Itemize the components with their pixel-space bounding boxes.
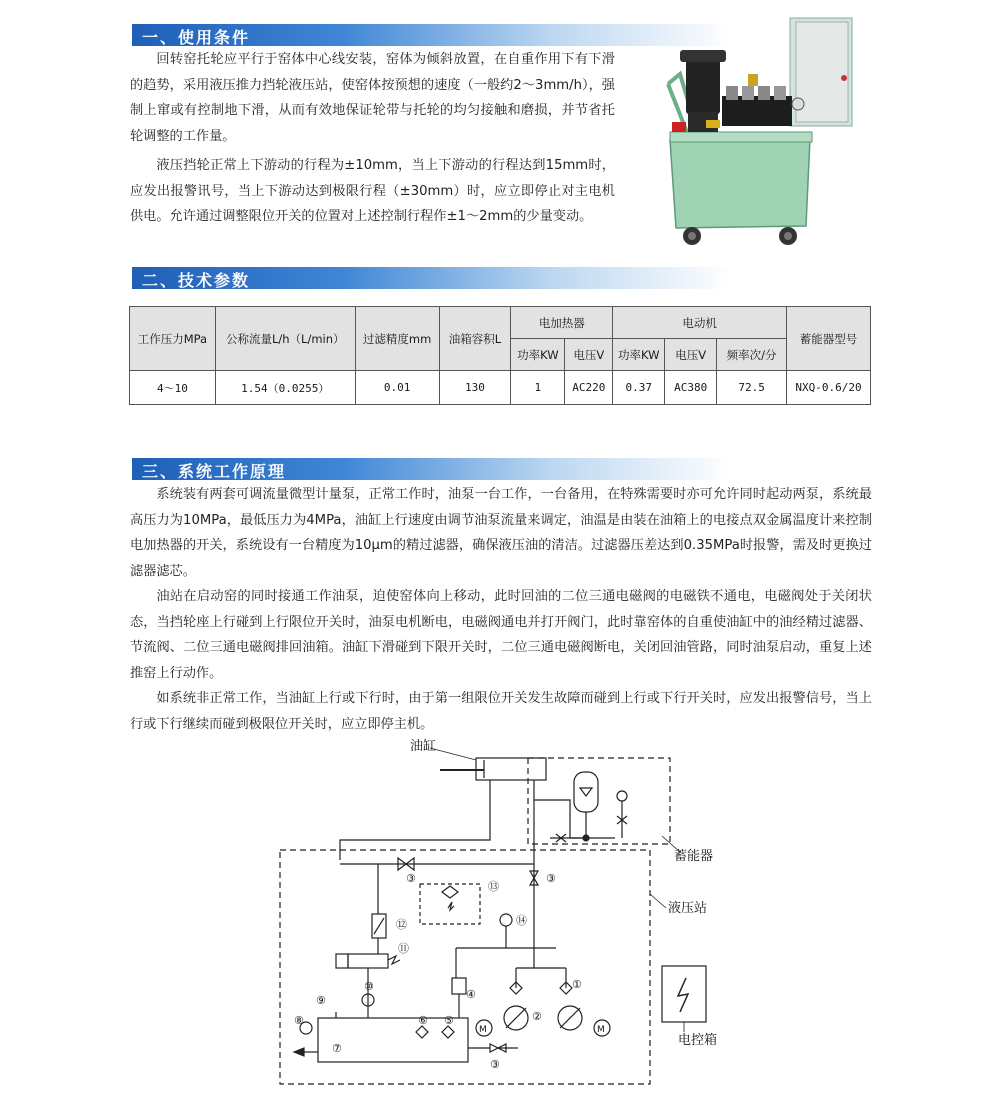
cell-motor-voltage: AC380 (665, 371, 717, 405)
paragraph: 如系统非正常工作，当油缸上行或下行时，由于第一组限位开关发生故障而碰到上行或下行开关时，应发出报警信号，当上行或下行继续而碰到极限位开关时，应立即停主机。 (130, 691, 872, 732)
part-number: ② (532, 1010, 542, 1023)
cell-accumulator: NXQ-0.6/20 (787, 371, 871, 405)
usage-text (130, 47, 615, 230)
paragraph: 系统装有两套可调流量微型计量泵，正常工作时，油泵一台工作，一台备用，在特殊需要时亦可允许同时起动两泵，系统最高压力为10MPa，最低压力为4MPa，油缸上行速度由调节油泵流量来调定，油温是由装在油箱上的电接点双金属温度计来控制电加热器的开关，系统设有一台精度为10μm的精过滤器，确保液压油的清洁。过滤器压差达到0.35MPa时报警，需及时更换过滤器滤芯。 (130, 487, 872, 579)
paragraph: 回转窑托轮应平行于窑体中心线安装，窑体为倾斜放置，在自重作用下有下滑的趋势，采用液压推力挡轮液压站，使窑体按预想的速度（一般约2～3mm/h），强制上窜或有控制地下滑，从而有效地保证轮带与托轮的均匀接触和磨损，并节省托轮调整的工作量。 (130, 52, 615, 144)
cell-tank: 130 (439, 371, 511, 405)
spec-table (129, 306, 871, 405)
part-number: ③ (490, 1058, 500, 1071)
svg-text:M: M (479, 1025, 487, 1035)
header-tank: 油箱容积L (439, 307, 511, 371)
hydraulic-schematic (270, 728, 740, 1098)
part-number: ⑪ (398, 942, 409, 955)
header-flow: 公称流量L/h（L/min） (215, 307, 355, 371)
hydraulic-station-photo (660, 14, 860, 252)
part-number: ⑤ (444, 1014, 454, 1027)
part-number: ④ (466, 988, 476, 1001)
cell-pressure: 4～10 (130, 371, 216, 405)
cell-motor-power: 0.37 (613, 371, 665, 405)
part-number: ⑨ (316, 994, 326, 1007)
part-number: ③ (546, 872, 556, 885)
part-number: ⑩ (364, 980, 374, 993)
header-heater: 电加热器 (511, 307, 613, 339)
principle-text (130, 482, 872, 737)
table-row (130, 371, 871, 405)
label-cylinder: 油缸 (410, 739, 437, 754)
accumulator-symbol (574, 772, 598, 812)
part-number: ① (572, 978, 582, 991)
header-motor-voltage: 电压V (665, 339, 717, 371)
part-number: ⑭ (516, 914, 527, 927)
cell-heater-voltage: AC220 (565, 371, 613, 405)
part-number: ⑫ (396, 918, 407, 931)
section-title: 一、使用条件 (142, 28, 251, 47)
part-numbers (294, 872, 582, 1071)
header-pressure: 工作压力MPa (130, 307, 216, 371)
header-accumulator: 蓄能器型号 (787, 307, 871, 371)
label-control-box: 电控箱 (678, 1033, 718, 1048)
cylinder-symbol (476, 758, 546, 780)
part-number: ⑦ (332, 1042, 342, 1055)
header-motor-freq: 频率次/分 (717, 339, 787, 371)
section-header-principle (132, 458, 732, 480)
part-number: ⑥ (418, 1014, 428, 1027)
cell-motor-freq: 72.5 (717, 371, 787, 405)
header-filter: 过滤精度mm (355, 307, 439, 371)
header-heater-voltage: 电压V (565, 339, 613, 371)
part-number: ⑧ (294, 1014, 304, 1027)
paragraph: 液压挡轮正常上下游动的行程为±10mm，当上下游动的行程达到15mm时，应发出报警讯号，当上下游动达到极限行程（±30mm）时，应立即停止对主电机供电。允许通过调整限位开关的位置对上述控制行程作±1～2mm的少量变动。 (130, 158, 615, 224)
cell-flow: 1.54（0.0255） (215, 371, 355, 405)
section-header-usage (132, 24, 732, 46)
header-motor-power: 功率KW (613, 339, 665, 371)
header-heater-power: 功率KW (511, 339, 565, 371)
part-number: ③ (406, 872, 416, 885)
paragraph: 油站在启动窑的同时接通工作油泵，迫使窑体向上移动，此时回油的二位三通电磁阀的电磁铁不通电，电磁阀处于关闭状态，当挡轮座上行碰到上行限位开关时，油泵电机断电，电磁阀通电并打开阀门，此时靠窑体的自重使油缸中的油经精过滤器、节流阀、二位三通电磁阀排回油箱。油缸下滑碰到下限开关时，二位三通电磁阀断电，关闭回油管路，同时油泵启动，重复上述推窑上行动作。 (130, 589, 872, 681)
cell-heater-power: 1 (511, 371, 565, 405)
control-box-symbol (662, 966, 706, 1022)
label-station: 液压站 (668, 901, 708, 916)
section-title: 二、技术参数 (142, 271, 251, 290)
svg-text:M: M (597, 1025, 605, 1035)
accumulator-boundary (528, 758, 670, 844)
cell-filter: 0.01 (355, 371, 439, 405)
header-motor: 电动机 (613, 307, 787, 339)
section-header-spec (132, 267, 732, 289)
part-number: ⑬ (488, 880, 499, 893)
section-title: 三、系统工作原理 (142, 462, 287, 481)
label-accumulator: 蓄能器 (674, 849, 714, 864)
